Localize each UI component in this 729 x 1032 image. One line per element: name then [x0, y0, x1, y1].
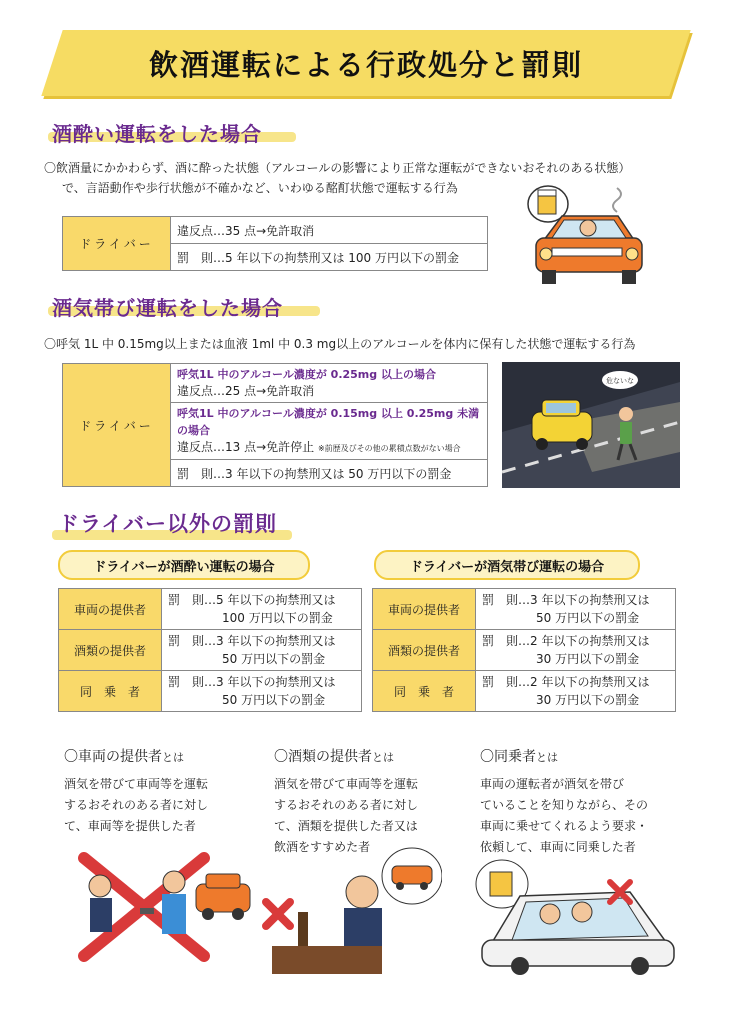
penalty-line: 30 万円以下の罰金: [536, 652, 640, 666]
passenger-label: 同 乗 者: [373, 671, 476, 712]
drunk-driving-description-line1: 〇飲酒量にかかわらず、酒に酔った状態（アルコールの影響により正常な運転ができないおそれのある状態）: [44, 161, 631, 175]
penalty-line: 罰 則…5 年以下の拘禁刑又は: [168, 593, 336, 607]
definition-line: 酒気を帯びて車両等を運転: [274, 777, 419, 791]
concentration-note-low: 呼気1L 中のアルコール濃度が 0.15mg 以上 0.25mg 未満の場合: [177, 407, 480, 437]
penalty-line: 30 万円以下の罰金: [536, 693, 640, 707]
definition-term: 〇同乗者: [480, 749, 536, 765]
non-driver-penalty-table-alcohol-influenced: [372, 588, 676, 712]
pedestrian-speech-bubble: 危ないな: [606, 377, 634, 385]
definition-suffix: とは: [372, 751, 394, 764]
pill-drunk-driving-case: ドライバーが酒酔い運転の場合: [58, 550, 310, 580]
penalty-line: 50 万円以下の罰金: [536, 611, 640, 625]
definition-suffix: とは: [536, 751, 558, 764]
definition-passenger: [480, 746, 680, 858]
penalty-points-revocation: 違反点…25 点→免許取消: [177, 384, 315, 398]
penalty-line: 50 万円以下の罰金: [222, 693, 326, 707]
definition-line: 飲酒をすすめた者: [274, 840, 371, 854]
penalty-line: 罰 則…3 年以下の拘禁刑又は: [168, 675, 336, 689]
concentration-note-high: 呼気1L 中のアルコール濃度が 0.25mg 以上の場合: [177, 368, 436, 381]
page-title: 飲酒運転による行政処分と罰則: [148, 47, 583, 82]
table-row: [373, 671, 676, 712]
table-row: [373, 589, 676, 630]
table-row: [59, 589, 362, 630]
definition-line: するおそれのある者に対し: [274, 798, 419, 812]
definition-vehicle-provider: [64, 746, 254, 837]
criminal-penalty: 罰 則…5 年以下の拘禁刑又は 100 万円以下の罰金: [171, 244, 488, 271]
alcohol-provider-label: 酒類の提供者: [373, 630, 476, 671]
alcohol-provider-label: 酒類の提供者: [59, 630, 162, 671]
drunk-driver-car-illustration: [522, 180, 652, 295]
section-heading-non-driver-penalties: ドライバー以外の罰則: [58, 512, 277, 536]
vehicle-provider-label: 車両の提供者: [373, 589, 476, 630]
vehicle-provider-label: 車両の提供者: [59, 589, 162, 630]
alcohol-influenced-description: 〇呼気 1L 中 0.15mg以上または血液 1ml 中 0.3 mg以上のアルコールを体内に保有した状態で運転する行為: [44, 337, 636, 351]
drunk-driving-penalty-table: [62, 216, 488, 271]
penalty-line: 罰 則…3 年以下の拘禁刑又は: [482, 593, 650, 607]
definition-line: 酒気を帯びて車両等を運転: [64, 777, 209, 791]
pill-alcohol-influenced-case: ドライバーが酒気帯び運転の場合: [374, 550, 640, 580]
passenger-illustration: [470, 856, 680, 976]
table-row: [373, 630, 676, 671]
non-driver-penalty-table-drunk: [58, 588, 362, 712]
penalty-line: 50 万円以下の罰金: [222, 652, 326, 666]
penalty-points: 違反点…35 点→免許取消: [171, 217, 488, 244]
criminal-penalty: 罰 則…3 年以下の拘禁刑又は 50 万円以下の罰金: [171, 460, 488, 487]
night-road-pedestrian-illustration: [502, 362, 680, 488]
alcohol-influenced-penalty-table: [62, 363, 488, 487]
section-heading-drunk-driving: 酒酔い運転をした場合: [52, 122, 262, 146]
alcohol-provider-illustration: [262, 842, 442, 978]
definition-line: て、車両等を提供した者: [64, 819, 196, 833]
penalty-line: 100 万円以下の罰金: [222, 611, 333, 625]
passenger-label: 同 乗 者: [59, 671, 162, 712]
definition-line: ていることを知りながら、その: [480, 798, 649, 812]
penalty-points-suspension: 違反点…13 点→免許停止: [177, 440, 315, 454]
prior-record-note: ※前歴及びその他の累積点数がない場合: [317, 444, 461, 453]
definition-line: 車両に乗せてくれるよう要求・: [480, 819, 649, 833]
title-banner: [52, 30, 680, 96]
definition-suffix: とは: [162, 751, 184, 764]
definition-term: 〇車両の提供者: [64, 749, 162, 765]
definition-line: するおそれのある者に対し: [64, 798, 209, 812]
vehicle-provider-illustration: [64, 852, 254, 962]
definition-line: て、酒類を提供した者又は: [274, 819, 418, 833]
definition-line: 車両の運転者が酒気を帯び: [480, 777, 625, 791]
penalty-line: 罰 則…3 年以下の拘禁刑又は: [168, 634, 336, 648]
definition-line: 依頼して、車両に同乗した者: [480, 840, 636, 854]
drunk-driving-description-line2: で、言語動作や歩行状態が不確かなど、いわゆる酩酊状態で運転する行為: [62, 181, 458, 195]
penalty-line: 罰 則…2 年以下の拘禁刑又は: [482, 634, 650, 648]
driver-label: ドライバー: [63, 217, 171, 271]
table-row: [59, 671, 362, 712]
penalty-line: 罰 則…2 年以下の拘禁刑又は: [482, 675, 650, 689]
driver-label: ドライバー: [63, 364, 171, 487]
section-heading-alcohol-influenced-driving: 酒気帯び運転をした場合: [52, 296, 283, 320]
definition-term: 〇酒類の提供者: [274, 749, 372, 765]
table-row: [59, 630, 362, 671]
